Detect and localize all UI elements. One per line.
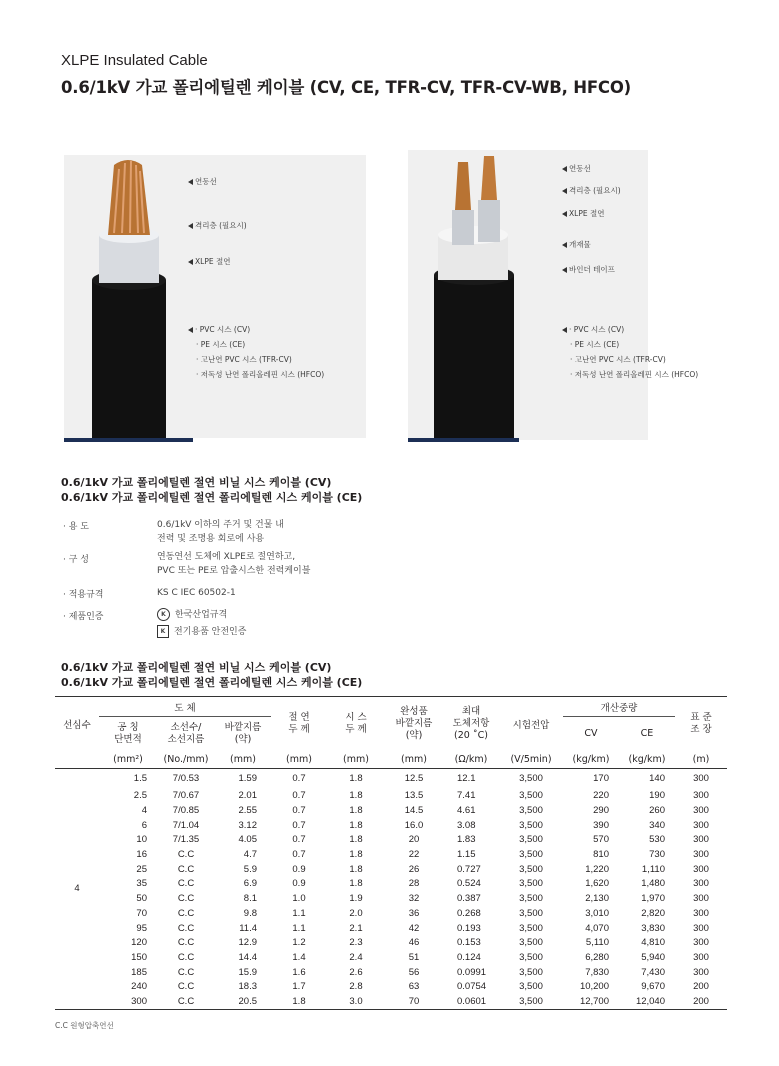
callout-left-2: 격리층 (필요시): [188, 220, 247, 231]
cell-sheath: 1.8: [349, 878, 363, 890]
cell-ce-weight: 340: [649, 819, 665, 831]
cell-insulation: 0.7: [292, 819, 306, 831]
cell-overall-diameter: 63: [408, 981, 420, 993]
col-header-insulation: 절 연 두 께: [288, 711, 310, 735]
cell-cv-weight: 4,070: [585, 922, 609, 934]
cell-test-voltage: 3,500: [519, 907, 543, 919]
cell-sheath: 1.8: [349, 805, 363, 817]
cell-conductor-od: 12.9: [238, 937, 257, 949]
cell-overall-diameter: 16.0: [404, 819, 424, 831]
table-row: [55, 789, 727, 804]
cell-length: 300: [693, 805, 709, 817]
spec-cert-label: · 제품인증: [63, 612, 104, 622]
cell-insulation: 1.2: [292, 937, 306, 949]
cell-ce-weight: 12,040: [635, 995, 665, 1007]
spec-construction-value: 연동연선 도체에 XLPE로 절연하고, PVC 또는 PE로 압출시스한 전력케이블: [157, 552, 311, 576]
unit-cv-weight: (kg/km): [572, 753, 610, 765]
cell-ce-weight: 3,830: [641, 922, 665, 934]
cell-resistance: 1.15: [457, 849, 476, 861]
cell-sheath: 2.1: [349, 922, 363, 934]
cell-nominal-area: 185: [131, 966, 147, 978]
callout-left-1: 연동선: [188, 176, 217, 187]
col-header-nominal-area: 공 칭 단면적: [114, 721, 142, 745]
cell-length: 300: [693, 849, 709, 861]
col-header-cv: CV: [584, 728, 598, 740]
footnote: C.C 원형압축연선: [55, 1021, 114, 1030]
cell-length: 200: [693, 981, 709, 993]
callout-right-3: XLPE 절연: [562, 208, 604, 219]
cell-cv-weight: 170: [593, 773, 609, 785]
cell-insulation: 0.7: [292, 849, 306, 861]
page-subtitle: XLPE Insulated Cable: [61, 52, 208, 69]
cell-overall-diameter: 36: [408, 907, 420, 919]
table-row: [55, 803, 727, 818]
cell-sheath: 2.8: [349, 981, 363, 993]
ks-mark-icon: K: [157, 608, 170, 621]
cell-test-voltage: 3,500: [519, 805, 543, 817]
cell-test-voltage: 3,500: [519, 981, 543, 993]
table-row: [55, 891, 727, 906]
cell-strands: C.C: [177, 893, 195, 905]
cell-sheath: 1.8: [349, 834, 363, 846]
cell-conductor-od: 2.01: [238, 790, 257, 802]
col-header-cores: 선심수: [63, 719, 91, 731]
cell-strands: 7/0.67: [172, 790, 200, 802]
cell-resistance: 0.124: [457, 951, 481, 963]
cell-insulation: 0.9: [292, 863, 306, 875]
cell-strands: C.C: [177, 878, 195, 890]
cell-cv-weight: 3,010: [585, 907, 609, 919]
cell-strands: C.C: [177, 863, 195, 875]
section2-title: 0.6/1kV 가교 폴리에틸렌 절연 비닐 시스 케이블 (CV) 0.6/1kV 가교 폴리에틸렌 절연 폴리에틸렌 시스 케이블 (CE): [61, 661, 363, 689]
cell-length: 300: [693, 819, 709, 831]
spec-usage-value: 0.6/1kV 이하의 주거 및 건물 내 전력 및 조명용 회로에 사용: [157, 520, 284, 544]
cell-length: 300: [693, 878, 709, 890]
callout-right-4: 개재물: [562, 239, 591, 250]
cell-conductor-od: 4.05: [238, 834, 257, 846]
cell-ce-weight: 730: [649, 849, 665, 861]
table-row: [55, 862, 727, 877]
cell-strands: C.C: [177, 951, 195, 963]
sheath-callout-left: · PVC 시스 (CV) · PE 시스 (CE) · 고난연 PVC 시스 (TFR-CV) · 저독성 난연 폴리올레핀 시스 (HFCO): [188, 322, 324, 382]
cell-insulation: 0.7: [292, 773, 306, 785]
table-row: [55, 818, 727, 833]
cell-overall-diameter: 26: [408, 863, 420, 875]
cell-length: 300: [693, 937, 709, 949]
cell-cv-weight: 5,110: [585, 937, 609, 949]
cell-insulation: 1.8: [292, 995, 306, 1007]
cell-nominal-area: 35: [136, 878, 147, 890]
cell-sheath: 1.8: [349, 773, 363, 785]
table-row: [55, 769, 727, 789]
cell-ce-weight: 140: [649, 773, 665, 785]
cell-insulation: 1.1: [292, 922, 306, 934]
unit-length: (m): [692, 753, 710, 765]
cell-insulation: 0.7: [292, 834, 306, 846]
cell-strands: 7/0.85: [172, 805, 200, 817]
cell-ce-weight: 1,480: [641, 878, 665, 890]
cell-insulation: 0.7: [292, 790, 306, 802]
cell-ce-weight: 260: [649, 805, 665, 817]
callout-right-5: 바인더 테이프: [562, 264, 615, 275]
cell-sheath: 2.0: [349, 907, 363, 919]
unit-test-voltage: (V/5min): [510, 753, 552, 765]
cell-insulation: 1.0: [292, 893, 306, 905]
cell-nominal-area: 150: [131, 951, 147, 963]
cell-nominal-area: 25: [136, 863, 147, 875]
col-header-length: 표 준 조 장: [690, 711, 712, 735]
cell-resistance: 3.08: [457, 819, 476, 831]
table-row: [55, 935, 727, 950]
cell-insulation: 0.7: [292, 805, 306, 817]
cell-resistance: 1.83: [457, 834, 476, 846]
col-header-ce: CE: [640, 728, 654, 740]
cell-cv-weight: 570: [593, 834, 609, 846]
cell-length: 300: [693, 893, 709, 905]
cell-ce-weight: 4,810: [641, 937, 665, 949]
col-header-resistance: 최대 도체저항 (20 ˚C): [452, 705, 490, 741]
cell-test-voltage: 3,500: [519, 863, 543, 875]
cell-test-voltage: 3,500: [519, 922, 543, 934]
table-row: [55, 877, 727, 892]
cell-conductor-od: 20.5: [238, 995, 257, 1007]
cell-ce-weight: 9,670: [641, 981, 665, 993]
cell-nominal-area: 16: [136, 849, 147, 861]
cell-resistance: 12.1: [457, 773, 476, 785]
cell-conductor-od: 2.55: [238, 805, 257, 817]
unit-sheath: (mm): [343, 753, 369, 765]
cell-test-voltage: 3,500: [519, 966, 543, 978]
spec-usage-label: · 용 도: [63, 522, 89, 532]
cell-overall-diameter: 70: [408, 995, 420, 1007]
photo-accent-bar-left: [64, 438, 193, 442]
cell-insulation: 1.6: [292, 966, 306, 978]
cell-strands: 7/1.35: [172, 834, 200, 846]
cell-length: 300: [693, 834, 709, 846]
cell-strands: C.C: [177, 922, 195, 934]
cell-conductor-od: 1.59: [238, 773, 257, 785]
cell-nominal-area: 6: [141, 819, 147, 831]
cell-nominal-area: 95: [136, 922, 147, 934]
col-header-strands: 소선수/ 소선지름: [167, 721, 205, 745]
col-header-test-voltage: 시험전압: [512, 719, 550, 731]
spec-standard-label: · 적용규격: [63, 590, 104, 600]
cell-overall-diameter: 13.5: [404, 790, 424, 802]
unit-overall-diameter: (mm): [401, 753, 427, 765]
cell-overall-diameter: 51: [408, 951, 420, 963]
cell-cv-weight: 12,700: [579, 995, 609, 1007]
callout-left-3: XLPE 절연: [188, 256, 230, 267]
cell-cv-weight: 810: [593, 849, 609, 861]
cell-nominal-area: 300: [131, 995, 147, 1007]
cell-conductor-od: 18.3: [238, 981, 257, 993]
table-row: [55, 979, 727, 994]
cell-resistance: 0.524: [457, 878, 481, 890]
cell-resistance: 0.0754: [457, 981, 487, 993]
cell-resistance: 0.387: [457, 893, 481, 905]
table-row: [55, 950, 727, 965]
cell-conductor-od: 11.4: [239, 922, 257, 934]
col-header-conductor: 도 체: [99, 697, 271, 717]
cell-cv-weight: 220: [593, 790, 609, 802]
cell-sheath: 1.8: [349, 790, 363, 802]
cell-test-voltage: 3,500: [519, 790, 543, 802]
cell-strands: 7/0.53: [172, 773, 200, 785]
cell-nominal-area: 4: [141, 805, 147, 817]
cell-length: 300: [693, 951, 709, 963]
cell-test-voltage: 3,500: [519, 834, 543, 846]
spec-construction-label: · 구 성: [63, 555, 89, 565]
cell-resistance: 0.193: [457, 922, 481, 934]
cell-resistance: 7.41: [457, 790, 476, 802]
col-header-overall-diameter: 완성품 바깥지름 (약): [395, 705, 433, 741]
cell-cv-weight: 6,280: [585, 951, 609, 963]
unit-nominal-area: (mm²): [113, 753, 143, 765]
cell-ce-weight: 5,940: [641, 951, 665, 963]
cell-resistance: 4.61: [457, 805, 476, 817]
cell-resistance: 0.727: [457, 863, 481, 875]
cell-cv-weight: 290: [593, 805, 609, 817]
cell-overall-diameter: 20: [408, 834, 420, 846]
cell-length: 300: [693, 773, 709, 785]
cell-sheath: 1.8: [349, 819, 363, 831]
cell-overall-diameter: 46: [408, 937, 420, 949]
spec-cert-value: K 한국산업규격 K 전기용품 안전인증: [157, 607, 246, 641]
cell-strands: C.C: [177, 966, 195, 978]
cell-overall-diameter: 12.5: [404, 773, 424, 785]
table-row: [55, 965, 727, 980]
cell-ce-weight: 530: [649, 834, 665, 846]
cell-nominal-area: 120: [131, 937, 147, 949]
cell-overall-diameter: 28: [408, 878, 420, 890]
cell-sheath: 3.0: [349, 995, 363, 1007]
cell-sheath: 2.6: [349, 966, 363, 978]
cell-nominal-area: 50: [136, 893, 147, 905]
cell-test-voltage: 3,500: [519, 773, 543, 785]
callout-right-1: 연동선: [562, 163, 591, 174]
cell-strands: 7/1.04: [172, 819, 200, 831]
cell-sheath: 2.4: [349, 951, 363, 963]
cell-test-voltage: 3,500: [519, 819, 543, 831]
cell-sheath: 1.8: [349, 863, 363, 875]
cell-length: 200: [693, 995, 709, 1007]
cell-conductor-od: 4.7: [243, 849, 257, 861]
cell-sheath: 2.3: [349, 937, 363, 949]
cell-ce-weight: 2,820: [641, 907, 665, 919]
cell-conductor-od: 8.1: [243, 893, 257, 905]
cell-test-voltage: 3,500: [519, 995, 543, 1007]
cell-overall-diameter: 42: [408, 922, 420, 934]
cable-spec-table: [55, 696, 727, 1010]
section1-title: 0.6/1kV 가교 폴리에틸렌 절연 비닐 시스 케이블 (CV) 0.6/1kV 가교 폴리에틸렌 절연 폴리에틸렌 시스 케이블 (CE): [61, 476, 363, 504]
sheath-callout-right: · PVC 시스 (CV) · PE 시스 (CE) · 고난연 PVC 시스 (TFR-CV) · 저독성 난연 폴리올레핀 시스 (HFCO): [562, 322, 698, 382]
cell-nominal-area: 10: [136, 834, 147, 846]
cell-strands: C.C: [177, 849, 195, 861]
cell-cores: 4: [74, 883, 80, 895]
table-row: [55, 833, 727, 848]
cell-test-voltage: 3,500: [519, 893, 543, 905]
table-row: [55, 906, 727, 921]
cell-overall-diameter: 32: [408, 893, 420, 905]
cell-length: 300: [693, 922, 709, 934]
cell-cv-weight: 10,200: [579, 981, 609, 993]
cell-nominal-area: 70: [136, 907, 147, 919]
unit-ce-weight: (kg/km): [628, 753, 666, 765]
cell-nominal-area: 240: [131, 981, 147, 993]
cell-strands: C.C: [177, 907, 195, 919]
cell-conductor-od: 15.9: [238, 966, 257, 978]
callout-right-2: 격리층 (필요시): [562, 185, 621, 196]
cell-cv-weight: 2,130: [585, 893, 609, 905]
page-title: 0.6/1kV 가교 폴리에틸렌 케이블 (CV, CE, TFR-CV, TFR-CV-WB, HFCO): [61, 78, 632, 97]
cell-overall-diameter: 22: [408, 849, 420, 861]
cell-resistance: 0.153: [457, 937, 481, 949]
cell-overall-diameter: 14.5: [404, 805, 424, 817]
cell-resistance: 0.268: [457, 907, 481, 919]
cell-conductor-od: 14.4: [238, 951, 257, 963]
cell-insulation: 0.9: [292, 878, 306, 890]
cell-insulation: 1.1: [292, 907, 306, 919]
photo-accent-bar-right: [408, 438, 519, 442]
cell-overall-diameter: 56: [408, 966, 420, 978]
cell-test-voltage: 3,500: [519, 951, 543, 963]
cell-conductor-od: 3.12: [238, 819, 257, 831]
cell-sheath: 1.8: [349, 849, 363, 861]
cell-insulation: 1.4: [292, 951, 306, 963]
cell-ce-weight: 190: [649, 790, 665, 802]
unit-insulation: (mm): [286, 753, 312, 765]
cell-cv-weight: 390: [593, 819, 609, 831]
unit-strands: (No./mm): [163, 753, 209, 765]
table-row: [55, 994, 727, 1009]
table-row: [55, 847, 727, 862]
cell-strands: C.C: [177, 995, 195, 1007]
cell-strands: C.C: [177, 981, 195, 993]
cell-resistance: 0.0991: [457, 966, 487, 978]
cell-ce-weight: 7,430: [641, 966, 665, 978]
kc-mark-icon: K: [157, 625, 169, 638]
cell-test-voltage: 3,500: [519, 849, 543, 861]
cell-nominal-area: 2.5: [133, 790, 147, 802]
cell-ce-weight: 1,110: [641, 863, 665, 875]
cell-length: 300: [693, 863, 709, 875]
cell-ce-weight: 1,970: [641, 893, 665, 905]
col-header-sheath: 시 스 두 께: [345, 711, 367, 735]
cell-conductor-od: 6.9: [243, 878, 257, 890]
cell-nominal-area: 1.5: [133, 773, 147, 785]
cell-cv-weight: 1,620: [585, 878, 609, 890]
cell-insulation: 1.7: [292, 981, 306, 993]
cell-resistance: 0.0601: [457, 995, 487, 1007]
single-core-cable-illustration: [64, 155, 366, 438]
cell-strands: C.C: [177, 937, 195, 949]
table-row: [55, 921, 727, 936]
cell-test-voltage: 3,500: [519, 937, 543, 949]
spec-standard-value: KS C IEC 60502-1: [157, 588, 236, 598]
cell-test-voltage: 3,500: [519, 878, 543, 890]
cell-length: 300: [693, 790, 709, 802]
cell-length: 300: [693, 907, 709, 919]
cell-length: 300: [693, 966, 709, 978]
unit-resistance: (Ω/km): [454, 753, 488, 765]
cell-sheath: 1.9: [349, 893, 363, 905]
cell-cv-weight: 7,830: [585, 966, 609, 978]
col-header-weight: 개산중량: [563, 697, 675, 717]
cell-conductor-od: 5.9: [243, 863, 257, 875]
cable-photo-single-core: [64, 155, 366, 438]
unit-conductor-od: (mm): [230, 753, 256, 765]
cell-cv-weight: 1,220: [585, 863, 609, 875]
col-header-conductor-od: 바깥지름 (약): [224, 721, 262, 745]
cell-conductor-od: 9.8: [243, 907, 257, 919]
